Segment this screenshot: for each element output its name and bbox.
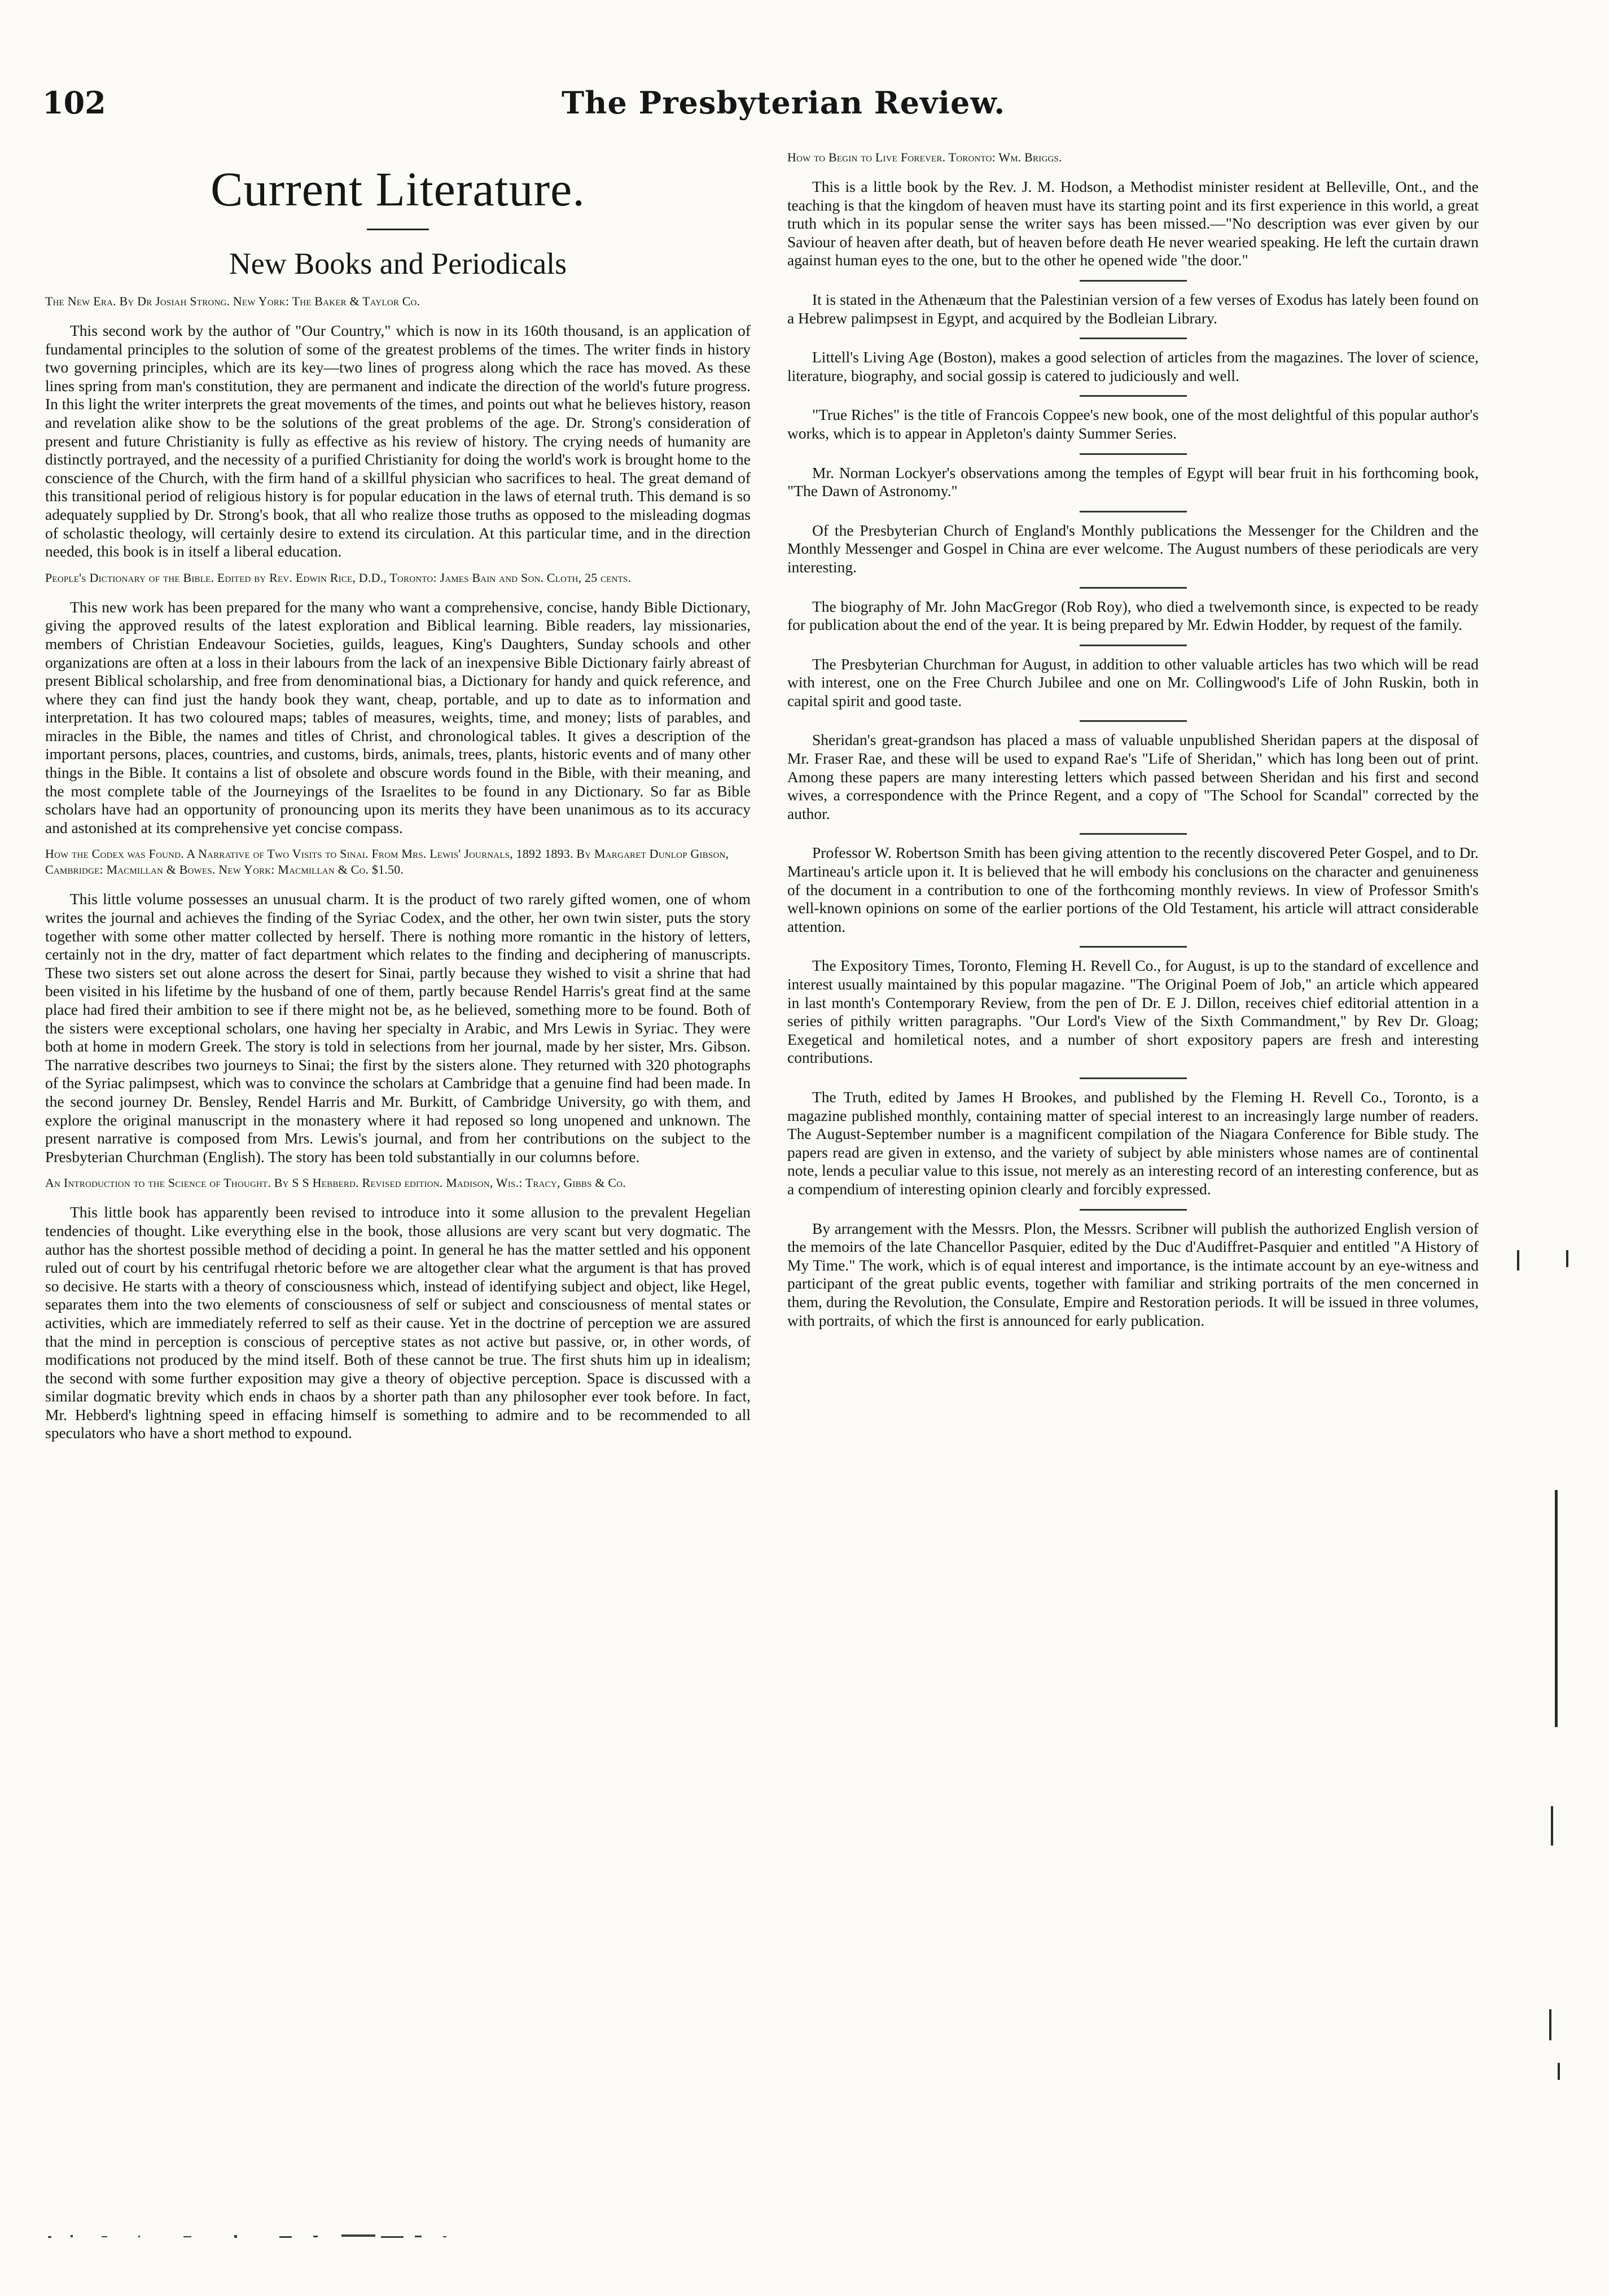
note-divider — [1080, 395, 1187, 397]
literary-note: It is stated in the Athenæum that the Palestinian version of a few verses of Exodus has lately been found on a Hebrew palimpsest in Egypt, and acquired by the Bodleian Library. — [787, 290, 1479, 327]
scan-margin-mark — [1566, 1250, 1568, 1267]
review-citation: How to Begin to Live Forever. Toronto: Wm. Briggs. — [787, 150, 1062, 164]
literary-note: Littell's Living Age (Boston), makes a good selection of articles from the magazines. The lover of science, literature, biography, and social gossip is catered to judiciously and well. — [787, 348, 1479, 384]
review-body: This is a little book by the Rev. J. M. Hodson, a Methodist minister resident at Belleville, Ont., and the teaching is that the kingdom of heaven must have its starting point and its first experience in this world, a great truth which in its popular sense the writer says has been missed.—"No description was ever given by our Saviour of heaven after death, but of heaven before death He never wearied speaking. He left the curtain drawn against human eyes to the one, but to the other he opened wide "the door." — [787, 178, 1479, 269]
literary-note: Professor W. Robertson Smith has been giving attention to the recently discovered Peter Gospel, and to Dr. Martineau's article upon it. It is believed that he will embody his conclusions on the character and genuineness of the document in a contribution to one of the forthcoming monthly reviews. In view of Professor Smith's well-known opinions on some of the earlier portions of the Old Testament, his article will attract considerable attention. — [787, 844, 1479, 935]
scan-margin-mark — [1558, 2063, 1560, 2080]
scan-margin-mark — [1549, 2009, 1551, 2040]
section-title: Current Literature. — [211, 162, 585, 216]
note-divider — [1080, 280, 1187, 282]
note-divider — [1080, 833, 1187, 835]
literary-note: The Truth, edited by James H Brookes, and published by the Fleming H. Revell Co., Toronto, is a magazine published monthly, containing matter of special interest to an increasingly large number of readers. The August-September number is a magnificent compilation of the Niagara Conference for Bible study. The papers read are given in extenso, and the variety of subject by able ministers whose names are of continental note, lends a peculiar value to this issue, not merely as an interesting record of an interesting conference, but as a compendium of interesting opinion clearly and forcibly expressed. — [787, 1088, 1479, 1198]
review-citation: An Introduction to the Science of Thought. By S S Hebberd. Revised edition. Madison, Wis.: Tracy, Gibbs & Co. — [45, 1176, 626, 1190]
scan-margin-mark — [1517, 1250, 1519, 1270]
literary-note: Of the Presbyterian Church of England's Monthly publications the Messenger for the Children and the Monthly Messenger and Gospel in China are ever welcome. The August numbers of these periodicals are very interesting. — [787, 521, 1479, 576]
note-divider — [1080, 720, 1187, 722]
review-citation: People's Dictionary of the Bible. Edited by Rev. Edwin Rice, D.D., Toronto: James Bain and Son. Cloth, 25 cents. — [45, 570, 632, 585]
literary-note: The Presbyterian Churchman for August, in addition to other valuable articles has two which will be read with interest, one on the Free Church Jubilee and one on Mr. Collingwood's Life of John Ruskin, both in capital spirit and good taste. — [787, 655, 1479, 709]
note-divider — [1080, 1209, 1187, 1211]
right-column — [787, 144, 1479, 1339]
review-citation: How the Codex was Found. A Narrative of Two Visits to Sinai. From Mrs. Lewis' Journals, 1892 1893. By Margaret Dunlop Gibson, Cambridge: Macmillan & Bowes. New York: Macmillan & Co. $1.50. — [45, 847, 729, 877]
literary-note: "True Riches" is the title of Francois Coppee's new book, one of the most delightful of this popular author's works, which is to appear in Appleton's dainty Summer Series. — [787, 406, 1479, 442]
note-divider — [1080, 511, 1187, 512]
note-divider — [1080, 587, 1187, 589]
review-body: This little book has apparently been revised to introduce into it some allusion to the prevalent Hegelian tendencies of thought. Like everything else in the book, those allusions are very scant but very dogmatic. The author has the shortest possible method of deciding a point. In general he has the matter settled and his opponent ruled out of court by his centrifugal rhetoric before we are altogether clear what the argument is that has proved so decisive. He starts with a theory of consciousness which, instead of identifying subject and object, like Hegel, separates them into the two elements of consciousness of self or subject and consciousness of mental states or activities, which are immediately referred to self as their cause. Yet in the doctrine of perception we are assured that the mind in perception is conscious of perceptive states as not active but passive, or, in other words, of modifications not produced by the mind itself. Both of these cannot be true. The first shuts him up in idealism; the second with some further exposition may give a theory of objective perception. Space is discussed with a similar dogmatic brevity which ends in chaos by a shorter path than any philosopher ever took before. In fact, Mr. Hebberd's lightning speed in effacing himself is something to admire and to be recommended to all speculators who have a short method to expound. — [45, 1203, 751, 1442]
note-divider — [1080, 946, 1187, 948]
scan-noise-strip — [48, 2229, 742, 2243]
page-header — [42, 85, 1538, 130]
review-body: This second work by the author of "Our Country," which is now in its 160th thousand, is an application of fundamental principles to the solution of some of the greatest problems of the times. The writer finds in history two governing principles, which are its key—two lines of progress along which the race has moved. As these lines spring from man's constitution, they are permanent and indicate the direction of the world's future progress. In this light the writer interprets the great movements of the times, and points out what he believes history, reason and revelation alike show to be the solutions of the great problems of the age. Dr. Strong's consideration of present and future Christianity is fully as effective as his review of history. The crying needs of humanity are distinctly portrayed, and the necessity of a purified Christianity for doing the world's work is brought home to the conscience of the Church, with the firm hand of a skillful physician who sacrifices to heal. The great demand of this transitional period of religious history is for popular education in the laws of eternal truth. This demand is so adequately supplied by Dr. Strong's book, that all who realize those truths as opposed to the misleading dogmas of scholastic theology, will certainly desire to extend its circulation. At this particular time, and in the direction needed, this book is in itself a liberal education. — [45, 322, 751, 560]
literary-note: The Expository Times, Toronto, Fleming H. Revell Co., for August, is up to the standard of excellence and interest usually maintained by this popular magazine. "The Original Poem of Job," an article which appeared in last month's Contemporary Review, from the pen of Dr. E J. Dillon, receives chief editorial attention in a series of pithily written paragraphs. "Our Lord's View of the Sixth Commandment," by Rev Dr. Gloag; Exegetical and homiletical notes, and a number of short expository papers are fresh and interesting contributions. — [787, 957, 1479, 1067]
review-citation: The New Era. By Dr Josiah Strong. New York: The Baker & Taylor Co. — [45, 294, 420, 308]
literary-note: The biography of Mr. John MacGregor (Rob Roy), who died a twelvemonth since, is expected to be ready for publication about the end of the year. It is being prepared by Mr. Edwin Hodder, by request of the family. — [787, 597, 1479, 634]
title-rule — [367, 229, 429, 230]
left-column — [45, 144, 751, 1452]
scan-margin-mark — [1551, 1806, 1553, 1846]
note-divider — [1080, 453, 1187, 455]
note-divider — [1080, 338, 1187, 339]
note-divider — [1080, 645, 1187, 646]
running-head: The Presbyterian Review. — [562, 85, 1006, 121]
literary-note: By arrangement with the Messrs. Plon, the Messrs. Scribner will publish the authorized English version of the memoirs of the late Chancellor Pasquier, edited by the Duc d'Audiffret-Pasquier and entitled "A History of My Time." The work, which is of equal interest and importance, is the intimate account by an eye-witness and participant of the great public events, together with familiar and striking portraits of the men concerned in them, during the Revolution, the Consulate, Empire and Restoration periods. It will be issued in three volumes, with portraits, of which the first is announced for early publication. — [787, 1219, 1479, 1329]
section-subtitle: New Books and Periodicals — [229, 247, 567, 281]
page-number: 102 — [42, 85, 106, 121]
literary-note: Sheridan's great-grandson has placed a mass of valuable unpublished Sheridan papers at the disposal of Mr. Fraser Rae, and these will be used to expand Rae's "Life of Sheridan," which has long been out of print. Among these papers are many interesting letters which passed between Sheridan and his first and second wives, a correspondence with the Prince Regent, and a copy of "The School for Scandal" corrected by the author. — [787, 731, 1479, 822]
scan-margin-mark — [1555, 1490, 1558, 1727]
review-body: This new work has been prepared for the many who want a comprehensive, concise, handy Bible Dictionary, giving the approved results of the latest exploration and Biblical learning. Bible readers, lay missionaries, members of Christian Endeavour Societies, guilds, leagues, King's Daughters, Sunday schools and other organizations are often at a loss in their labours from the lack of an inexpensive Bible Dictionary fairly abreast of present Biblical scholarship, and free from denominational bias, a Dictionary for handy and quick reference, and where they can find just the handy book they want, cheap, portable, and up to date as to information and interpretation. It has two coloured maps; tables of measures, weights, time, and money; lists of parables, and miracles in the Bible, the names and titles of Christ, and chronological tables. It gives a description of the important persons, places, countries, and customs, birds, animals, trees, plants, historic events and of many other things in the Bible. It contains a list of obsolete and obscure words found in the Bible, with their meaning, and the most complete table of the Journeyings of the Israelites to be found in any Dictionary. So far as Bible scholars have had an opportunity of pronouncing upon its merits they have been unanimous as to its accuracy and astonished at its comprehensive yet concise compass. — [45, 598, 751, 836]
note-divider — [1080, 1077, 1187, 1079]
review-body: This little volume possesses an unusual charm. It is the product of two rarely gifted women, one of whom writes the journal and achieves the finding of the Syriac Codex, and the other, her own twin sister, puts the story together with some other matter collected by herself. There is nothing more romantic in the history of letters, certainly not in the dry, matter of fact department which relates to the finding and deciphering of manuscripts. These two sisters set out alone across the desert for Sinai, partly because they wished to visit a shrine that had been visited in his lifetime by the husband of one of them, partly because Rendel Harris's great find at the same place had fired their ambition to see if there might not be, as he believed, something more to be found. Both of the sisters were exceptional scholars, one having her specialty in Arabic, and Mrs Lewis in Syriac. They were both at home in modern Greek. The story is told in selections from her journal, made by her sister, Mrs. Gibson. The narrative describes two journeys to Sinai; the first by the sisters alone. They returned with 320 photographs of the Syriac palimpsest, which was to convince the scholars at Cambridge that a genuine find had been made. In the second journey Dr. Bensley, Rendel Harris and Mr. Burkitt, of Cambridge University, go with them, and explore the original manuscript in the monastery where it had reposed so long unopened and unknown. The present narrative is composed from Mrs. Lewis's journal, and from her contributions on the subject to the Presbyterian Churchman (English). The story has been told substantially in our columns before. — [45, 890, 751, 1165]
literary-note: Mr. Norman Lockyer's observations among the temples of Egypt will bear fruit in his forthcoming book, "The Dawn of Astronomy." — [787, 463, 1479, 500]
